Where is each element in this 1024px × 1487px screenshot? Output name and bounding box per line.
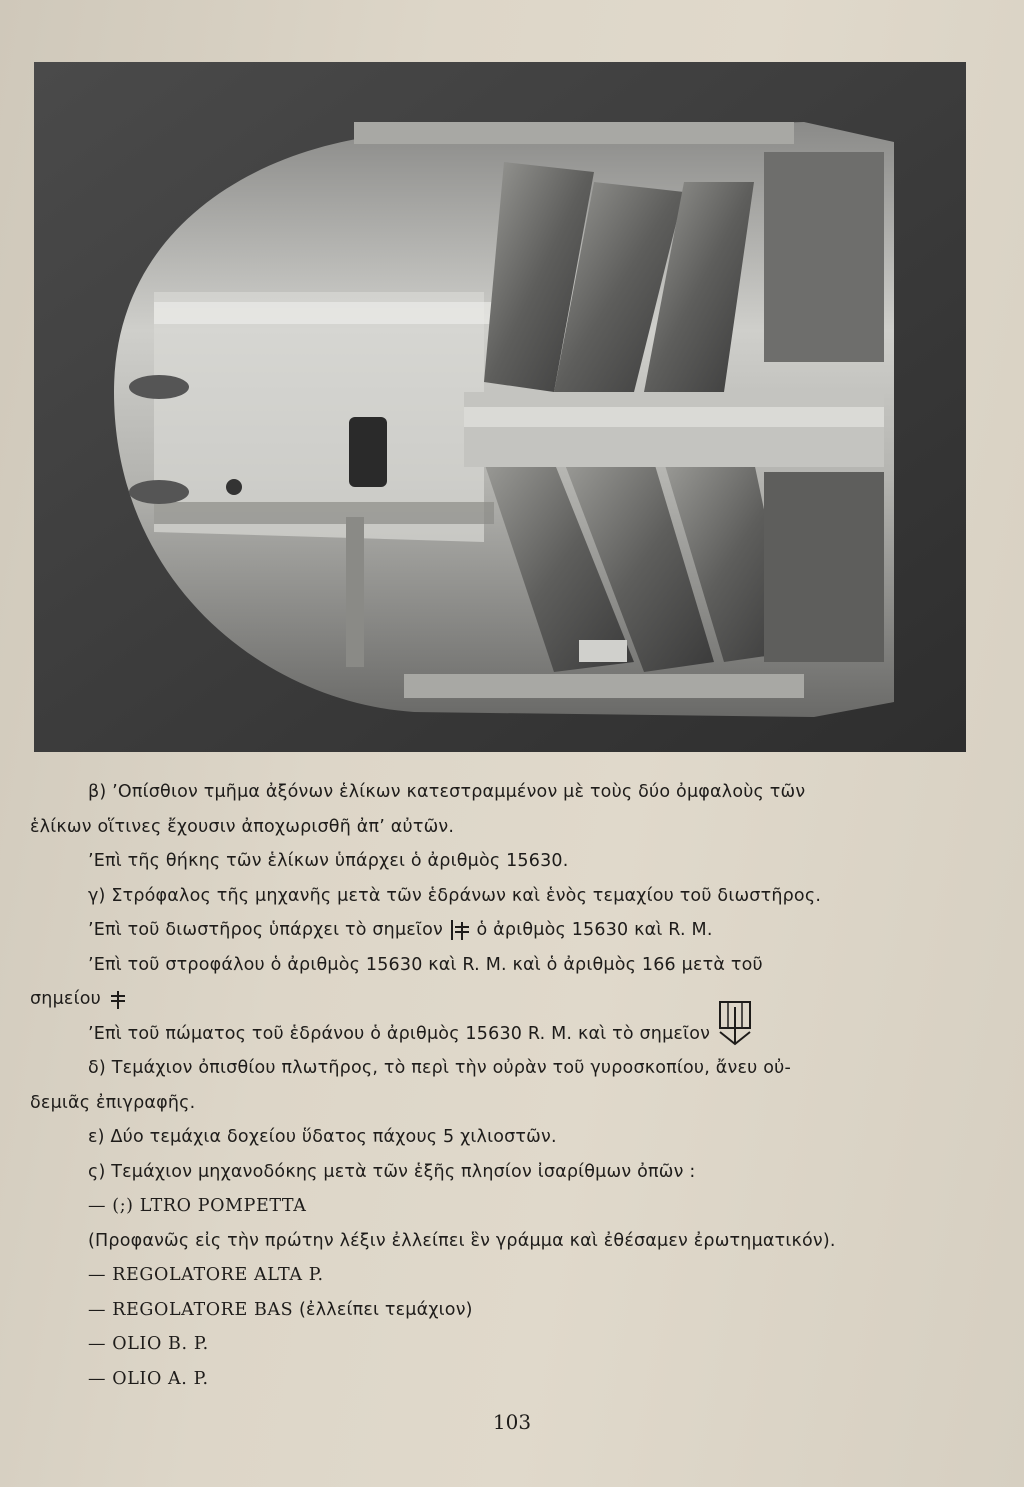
torpedo-propeller-photo (34, 62, 966, 752)
caption-segment: ὁ ἀριθμὸς 15630 καὶ R. M. (476, 920, 713, 940)
caption-line: ε) Δύο τεμάχια δοχείου ὕδατος πάχους 5 χιλιοστῶν. (88, 1127, 557, 1147)
propeller-shaft-photo-icon (34, 62, 966, 752)
caption-segment: ’Επὶ τοῦ πώματος τοῦ ἑδράνου ὁ ἀριθμὸς 15630 R. M. καὶ τὸ σημεῖον (88, 1023, 711, 1044)
caption-segment: (ἐλλείπει τεμάχιον) (299, 1299, 473, 1320)
caption-line: ἑλίκων οἵτινες ἔχουσιν ἀποχωρισθῆ ἀπ’ αὐτῶν. (30, 816, 455, 837)
mark-symbol-icon (449, 918, 471, 942)
caption-segment: ’Επὶ τοῦ διωστῆρος ὑπάρχει τὸ σημεῖον (88, 920, 443, 940)
caption-text (30, 775, 970, 1396)
caption-line: ς) Τεμάχιον μηχανοδόκης μετὰ τῶν ἑξῆς πλησίον ἰσαρίθμων ὀπῶν : (88, 1161, 696, 1182)
caption-line (30, 1017, 970, 1052)
caption-line (30, 913, 970, 948)
caption-line: γ) Στρόφαλος τῆς μηχανῆς μετὰ τῶν ἑδράνων καὶ ἑνὸς τεμαχίου τοῦ διωστῆρος. (88, 885, 822, 906)
caption-line: β) ’Οπίσθιον τμῆμα ἀξόνων ἑλίκων κατεστραμμένον μὲ τοὺς δύο ὀμφαλοὺς τῶν (88, 782, 806, 802)
mark-symbol-icon (107, 988, 127, 1010)
caption-line: ’Επὶ τοῦ στροφάλου ὁ ἀριθμὸς 15630 καὶ R. M. καὶ ὁ ἀριθμὸς 166 μετὰ τοῦ (88, 954, 763, 975)
caption-line: (Προφανῶς εἰς τὴν πρώτην λέξιν ἐλλείπει ἓν γράμμα καὶ ἐθέσαμεν ἐρωτηματικόν). (88, 1230, 836, 1251)
bearing-mark-icon (716, 999, 754, 1047)
caption-line: — (;) LTRO POMPETTA (88, 1196, 307, 1216)
caption-line: — OLIO A. P. (88, 1368, 209, 1389)
caption-line (30, 1293, 970, 1328)
page-number: 103 (492, 1410, 532, 1434)
caption-line: — OLIO B. P. (88, 1334, 209, 1354)
caption-line: δ) Τεμάχιον ὀπισθίου πλωτῆρος, τὸ περὶ τὴν οὐρὰν τοῦ γυροσκοπίου, ἄνευ οὐ- (88, 1058, 791, 1078)
caption-segment: σημείου (30, 989, 101, 1009)
caption-line: ’Επὶ τῆς θήκης τῶν ἑλίκων ὑπάρχει ὁ ἀριθμὸς 15630. (88, 851, 569, 871)
caption-segment: — REGOLATORE BAS (88, 1299, 294, 1320)
caption-line: — REGOLATORE ALTA P. (88, 1265, 324, 1285)
caption-line: δεμιᾶς ἐπιγραφῆς. (30, 1092, 196, 1113)
caption-line (30, 982, 970, 1017)
